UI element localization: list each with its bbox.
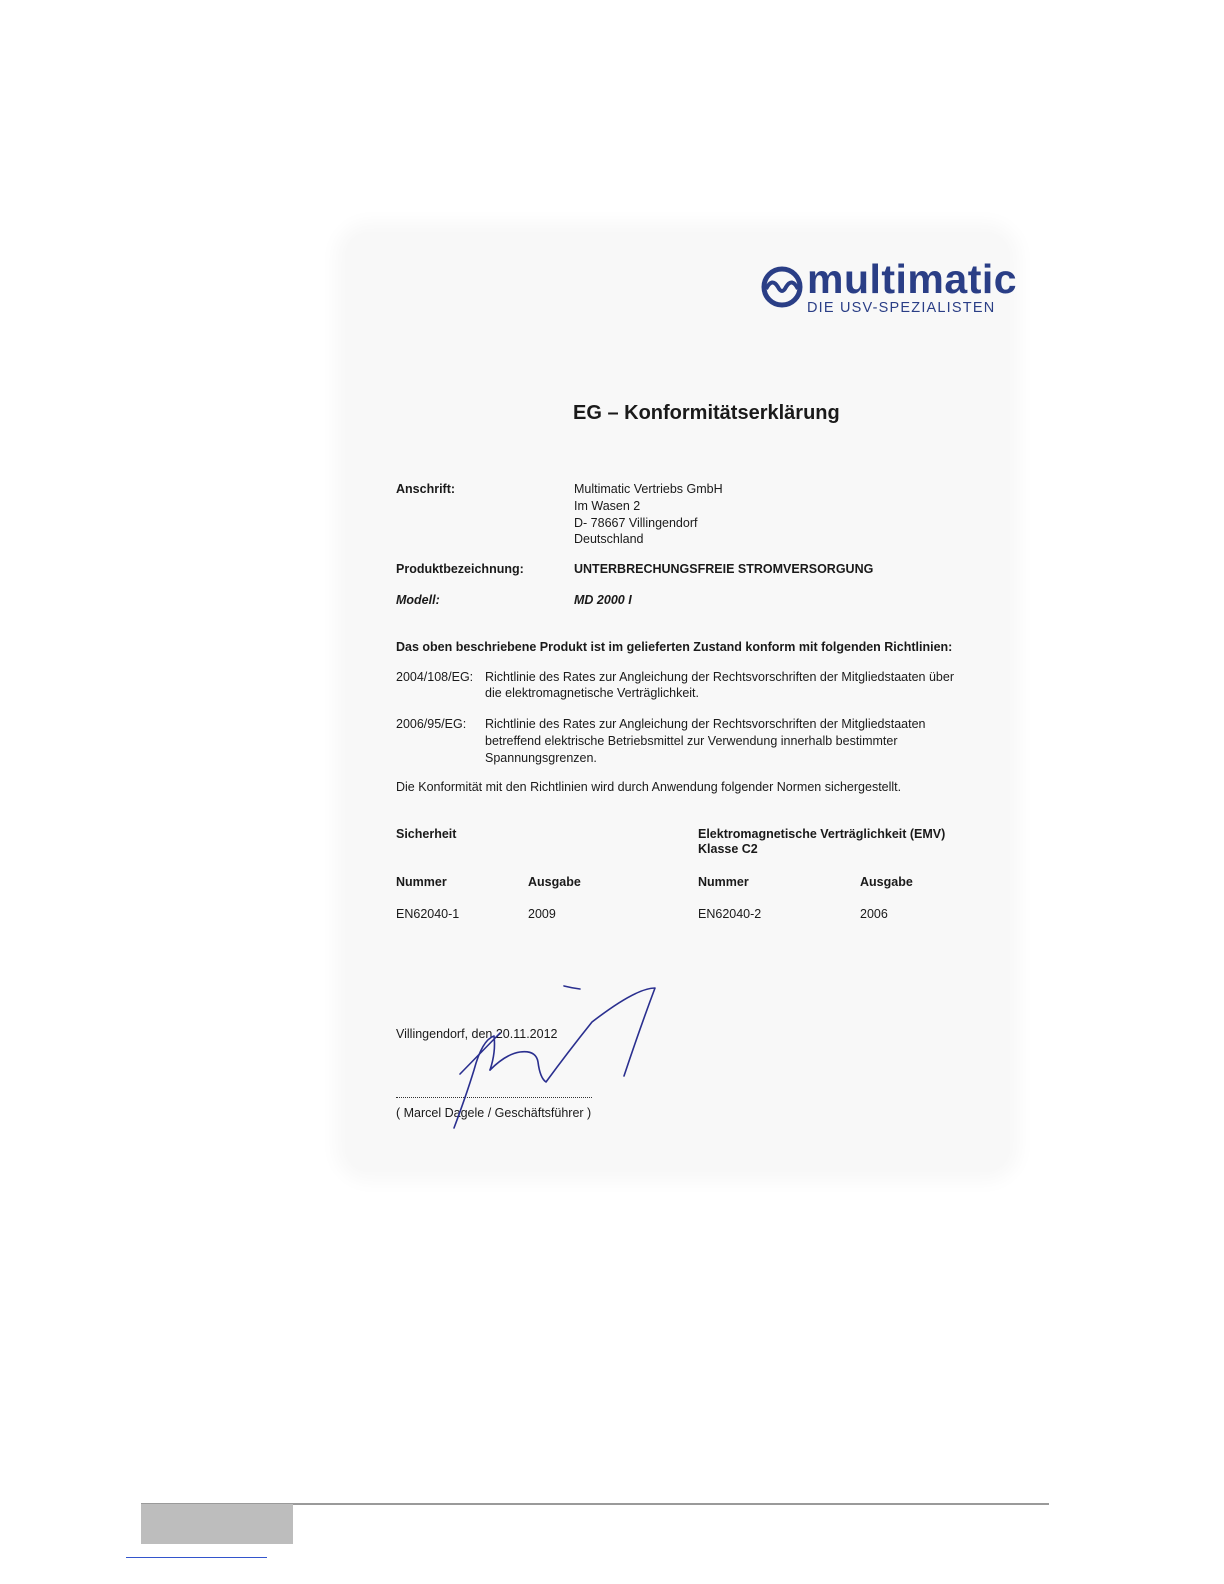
directive-code: 2006/95/EG: bbox=[396, 717, 467, 731]
emc-heading: Elektromagnetische Verträglichkeit (EMV) bbox=[698, 827, 946, 841]
model-value: MD 2000 I bbox=[574, 593, 632, 607]
logo-tagline: DIE USV-SPEZIALISTEN bbox=[807, 300, 996, 316]
document-title: EG – Konformitätserklärung bbox=[573, 402, 840, 424]
safety-heading: Sicherheit bbox=[396, 827, 457, 841]
model-label: Modell: bbox=[396, 593, 440, 607]
address-line: Im Wasen 2 bbox=[574, 499, 641, 513]
product-value: UNTERBRECHUNGSFREIE STROMVERSORGUNG bbox=[574, 562, 874, 576]
handwritten-signature bbox=[440, 978, 670, 1130]
address-line: D- 78667 Villingendorf bbox=[574, 516, 698, 530]
directive-text-line: betreffend elektrische Betriebsmittel zur Verwendung innerhalb bestimmter bbox=[485, 734, 898, 748]
emc-edition-header: Ausgabe bbox=[860, 875, 913, 889]
safety-edition-header: Ausgabe bbox=[528, 875, 581, 889]
directive-text-line: Spannungsgrenzen. bbox=[485, 751, 597, 765]
address-line: Multimatic Vertriebs GmbH bbox=[574, 482, 723, 496]
emc-class: Klasse C2 bbox=[698, 842, 758, 856]
place-date: Villingendorf, den 20.11.2012 bbox=[396, 1027, 558, 1041]
multimatic-wave-logo-icon bbox=[760, 265, 804, 309]
emc-number-header: Nummer bbox=[698, 875, 749, 889]
safety-number: EN62040-1 bbox=[396, 907, 460, 921]
directive-code: 2004/108/EG: bbox=[396, 670, 474, 684]
address-line: Deutschland bbox=[574, 532, 644, 546]
address-label: Anschrift: bbox=[396, 482, 456, 496]
emc-number: EN62040-2 bbox=[698, 907, 762, 921]
logo-wordmark: multimatic bbox=[807, 256, 1018, 302]
safety-number-header: Nummer bbox=[396, 875, 447, 889]
conformity-statement: Das oben beschriebene Produkt ist im gelieferten Zustand konform mit folgenden Richtlinien: bbox=[396, 640, 953, 654]
footer-tab bbox=[141, 1504, 293, 1544]
product-label: Produktbezeichnung: bbox=[396, 562, 524, 576]
directive-text-line: Richtlinie des Rates zur Angleichung der Rechtsvorschriften der Mitgliedstaaten über bbox=[485, 670, 954, 684]
directive-text-line: Richtlinie des Rates zur Angleichung der Rechtsvorschriften der Mitgliedstaaten bbox=[485, 717, 926, 731]
emc-edition: 2006 bbox=[860, 907, 888, 921]
norms-statement: Die Konformität mit den Richtlinien wird durch Anwendung folgender Normen sichergestellt. bbox=[396, 780, 902, 794]
footer-link-underline bbox=[126, 1557, 267, 1558]
safety-edition: 2009 bbox=[528, 907, 556, 921]
company-logo bbox=[760, 256, 1018, 322]
signatory: ( Marcel Dagele / Geschäftsführer ) bbox=[396, 1106, 592, 1120]
directive-text-line: die elektromagnetische Verträglichkeit. bbox=[485, 686, 700, 700]
